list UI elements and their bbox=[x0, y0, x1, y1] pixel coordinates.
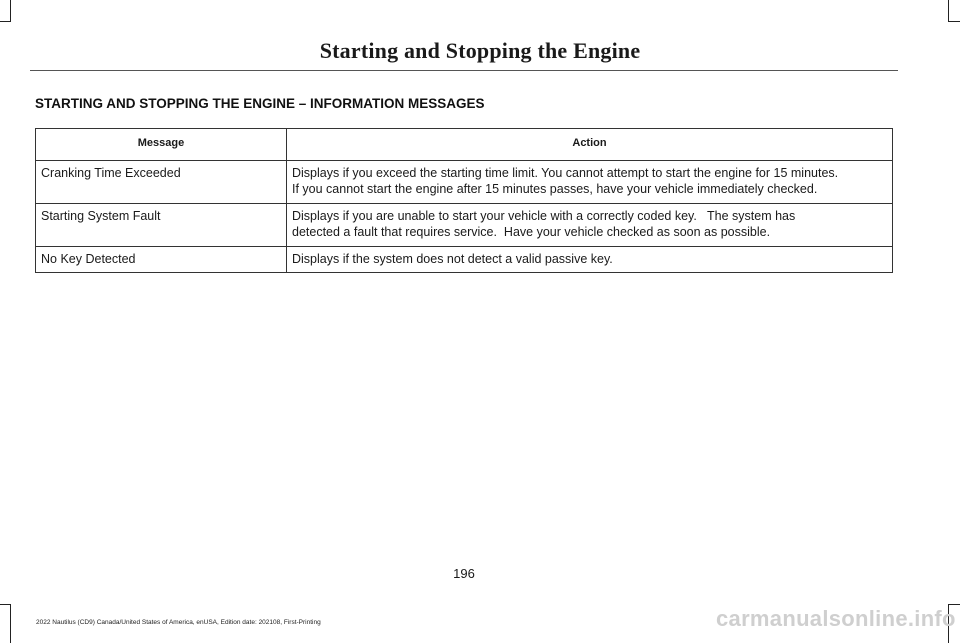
column-header-action: Action bbox=[287, 129, 893, 161]
edition-footer: 2022 Nautilus (CD9) Canada/United States of America, enUSA, Edition date: 202108, First-Printing bbox=[36, 619, 321, 626]
table-row bbox=[36, 246, 893, 273]
action-cell bbox=[287, 246, 893, 273]
message-cell: Cranking Time Exceeded bbox=[36, 160, 287, 203]
table-row bbox=[36, 203, 893, 246]
action-cell bbox=[287, 203, 893, 246]
table-header-row bbox=[36, 129, 893, 161]
column-header-message: Message bbox=[36, 129, 287, 161]
action-line: If you cannot start the engine after 15 minutes passes, have your vehicle immediately checked. bbox=[292, 182, 818, 196]
watermark-logo: carmanualsonline.info bbox=[716, 606, 956, 631]
crop-mark-top-left-v bbox=[10, 0, 11, 22]
page-number: 196 bbox=[453, 566, 475, 581]
header-divider bbox=[30, 70, 898, 71]
crop-mark-top-right-v bbox=[948, 0, 949, 22]
action-line: detected a fault that requires service. Have your vehicle checked as soon as possible. bbox=[292, 225, 771, 239]
action-line: Displays if the system does not detect a valid passive key. bbox=[292, 251, 613, 266]
action-line: Displays if you are unable to start your vehicle with a correctly coded key. The system has bbox=[292, 208, 796, 223]
crop-mark-bottom-right-h bbox=[948, 604, 960, 605]
crop-mark-bottom-left-h bbox=[0, 604, 11, 605]
message-cell: No Key Detected bbox=[36, 246, 287, 273]
chapter-title: Starting and Stopping the Engine bbox=[319, 38, 641, 63]
action-cell bbox=[287, 160, 893, 203]
crop-mark-bottom-left-v bbox=[10, 604, 11, 643]
information-messages-table bbox=[35, 128, 893, 273]
message-cell: Starting System Fault bbox=[36, 203, 287, 246]
crop-mark-top-right-h bbox=[948, 21, 960, 22]
crop-mark-top-left-h bbox=[0, 21, 11, 22]
action-line: Displays if you exceed the starting time limit. You cannot attempt to start the engine for 15 minutes. bbox=[292, 165, 839, 180]
table-row bbox=[36, 160, 893, 203]
section-heading: STARTING AND STOPPING THE ENGINE – INFORMATION MESSAGES bbox=[35, 96, 485, 111]
